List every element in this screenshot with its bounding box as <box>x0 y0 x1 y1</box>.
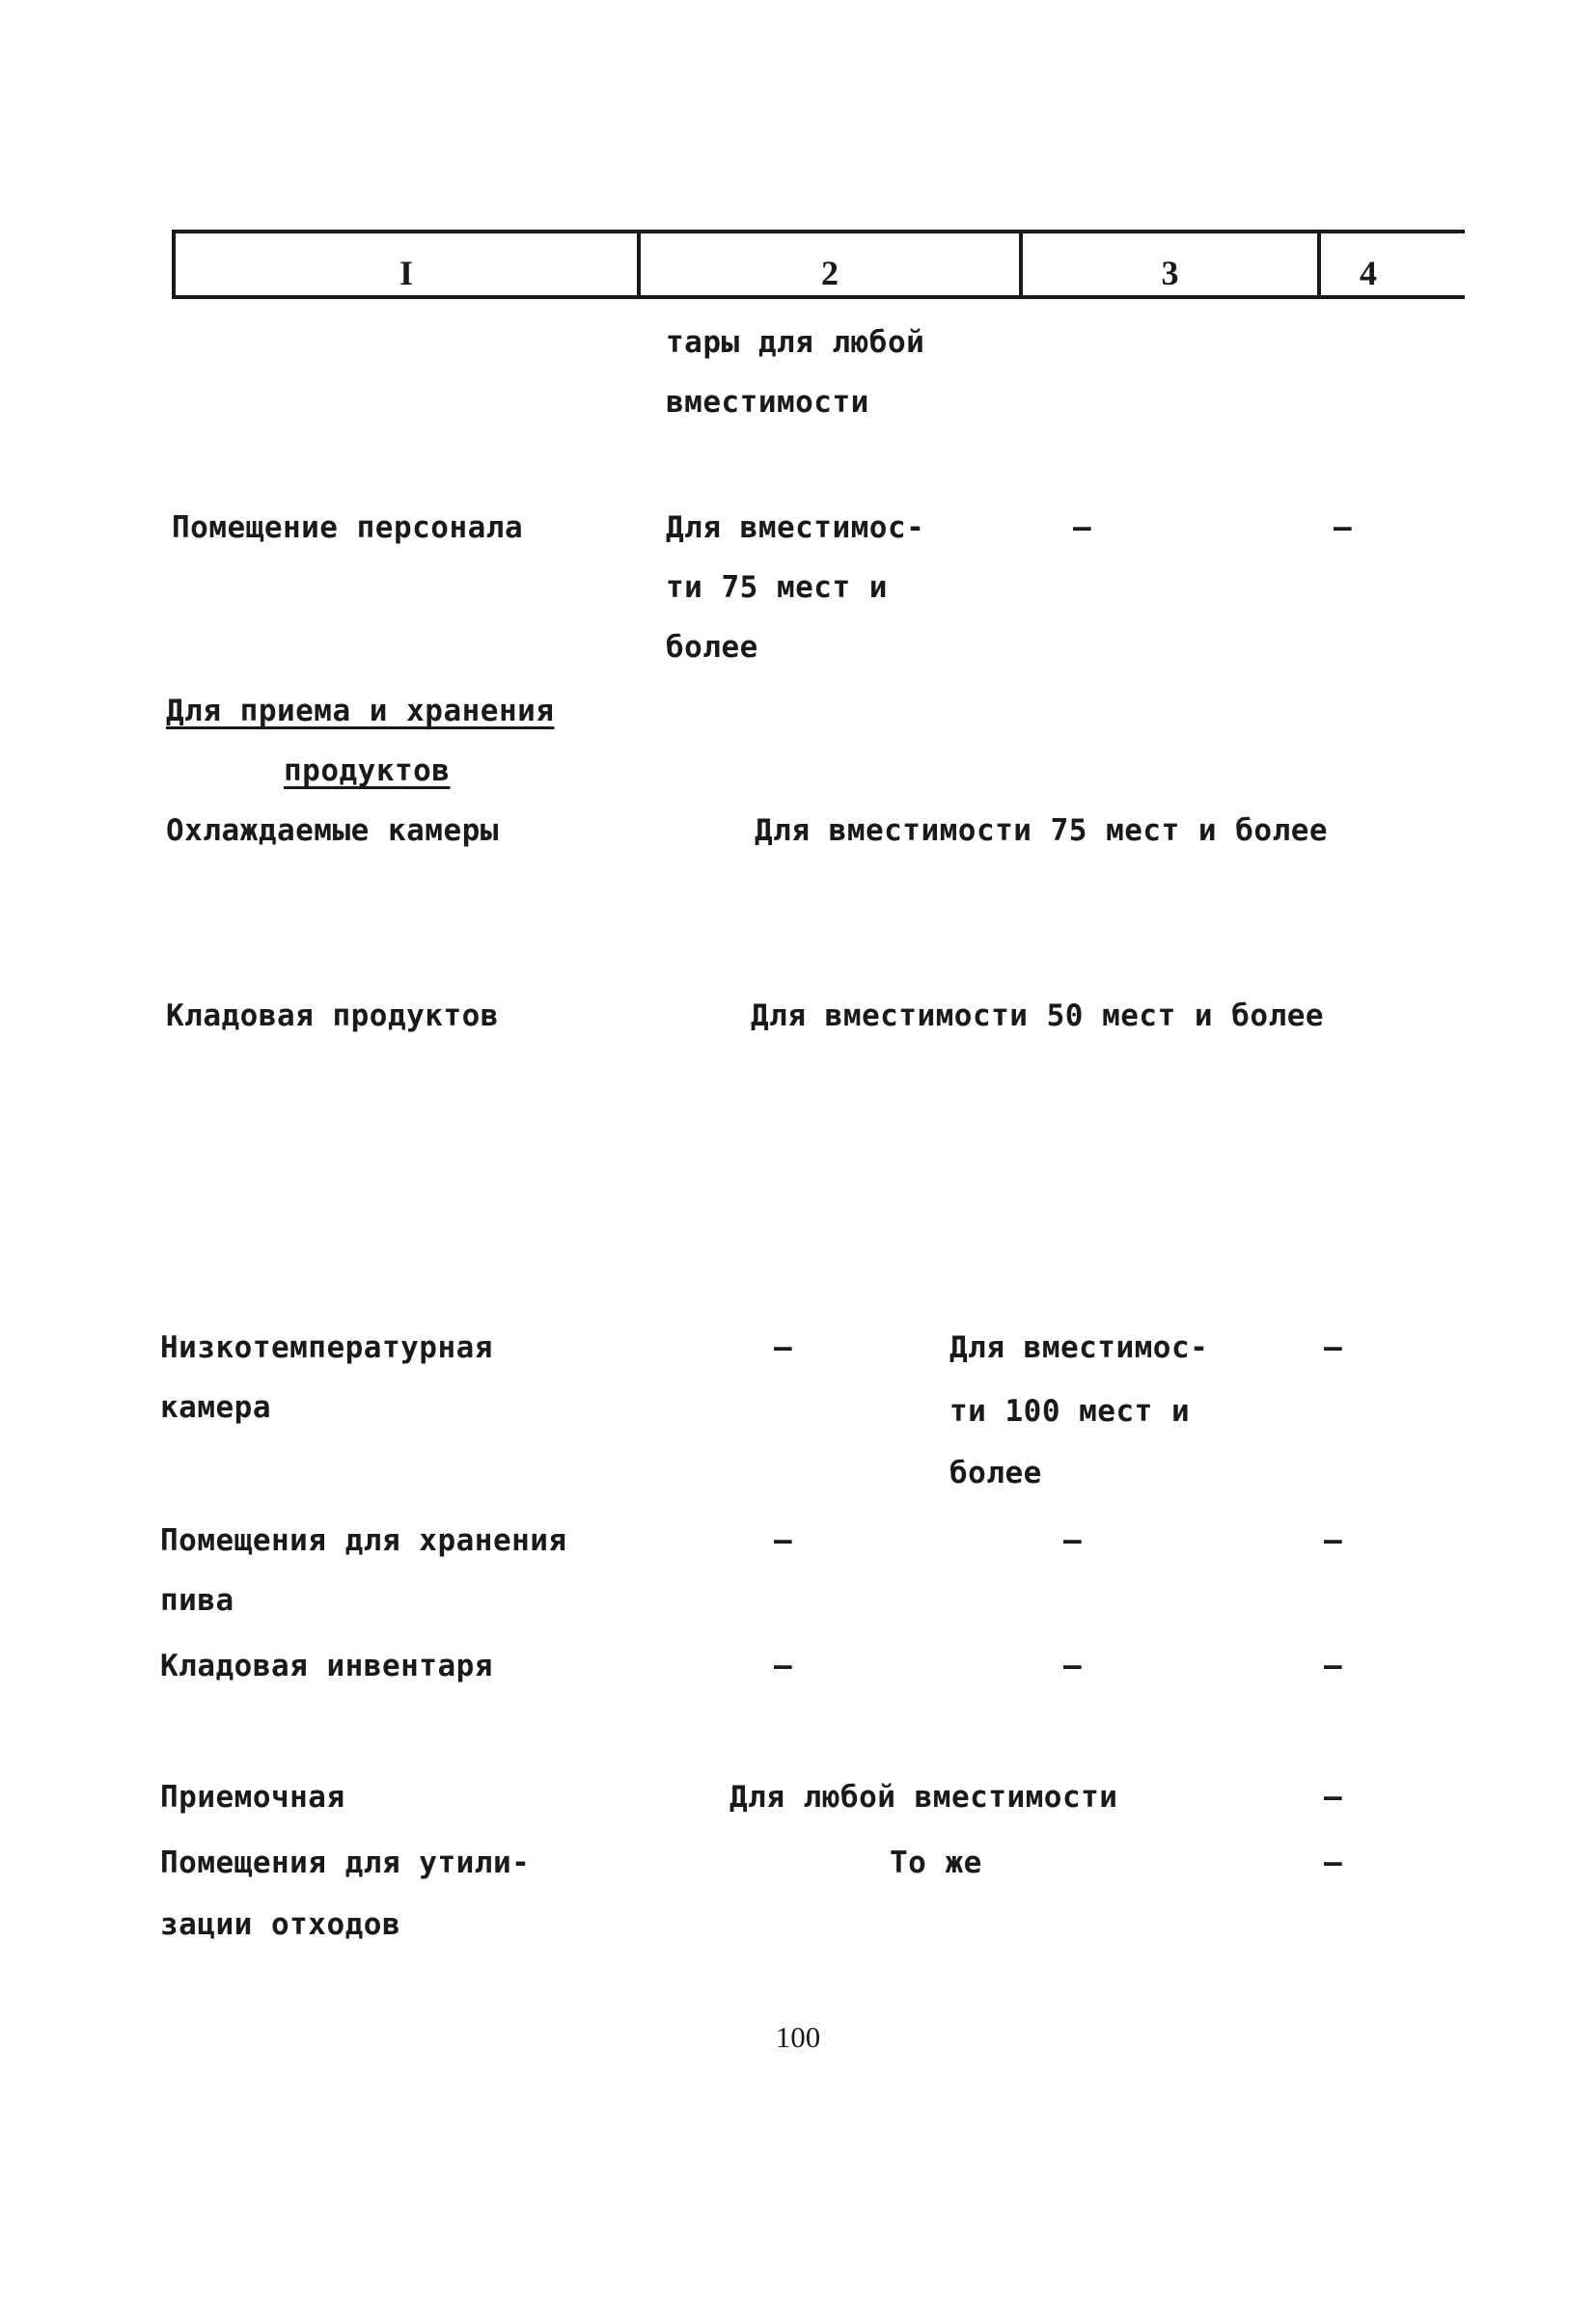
low-temp-col3-line2: ти 100 мест и <box>949 1394 1191 1429</box>
receiving-span: Для любой вместимости <box>729 1780 1118 1815</box>
cont-col2-line1: тары для любой <box>666 325 925 360</box>
inventory-col4: – <box>1324 1649 1342 1683</box>
staff-room-col4: – <box>1334 510 1352 545</box>
cooled-chambers-span: Для вместимости 75 мест и более <box>755 813 1329 848</box>
header-col-3: 3 <box>1023 233 1321 295</box>
row-name-beer-line2: пива <box>160 1583 234 1618</box>
staff-room-col2-line1: Для вместимос- <box>666 510 925 545</box>
cont-col2-line2: вместимости <box>666 385 869 420</box>
section-heading-line1: Для приема и хранения <box>166 694 555 728</box>
receiving-col4: – <box>1324 1780 1342 1815</box>
waste-col4: – <box>1324 1846 1342 1880</box>
header-col-4: 4 <box>1360 254 1377 292</box>
low-temp-col3-line3: более <box>949 1456 1042 1490</box>
inventory-col2: – <box>774 1649 792 1683</box>
beer-col4: – <box>1324 1523 1342 1558</box>
row-name-waste-line2: зации отходов <box>160 1907 401 1942</box>
row-name-low-temp-line1: Низкотемпературная <box>160 1330 493 1365</box>
low-temp-col3-line1: Для вместимос- <box>949 1330 1209 1365</box>
staff-room-col2-line2: ти 75 мест и <box>666 570 888 605</box>
row-name-beer-line1: Помещения для хранения <box>160 1523 567 1558</box>
table-header-row <box>172 230 1465 299</box>
header-col-1: I <box>176 233 641 295</box>
row-name-staff-room: Помещение персонала <box>172 510 524 545</box>
row-name-food-storeroom: Кладовая продуктов <box>166 998 499 1033</box>
row-name-receiving: Приемочная <box>160 1780 345 1815</box>
low-temp-col4: – <box>1324 1330 1342 1365</box>
beer-col2: – <box>774 1523 792 1558</box>
staff-room-col3: – <box>1073 510 1091 545</box>
page-number: 100 <box>775 2020 821 2054</box>
row-name-inventory: Кладовая инвентаря <box>160 1649 493 1683</box>
food-storeroom-span: Для вместимости 50 мест и более <box>751 998 1325 1033</box>
inventory-col3: – <box>1063 1649 1082 1683</box>
staff-room-col2-line3: более <box>666 630 758 665</box>
row-name-waste-line1: Помещения для утили- <box>160 1846 531 1880</box>
section-heading-line2: продуктов <box>284 753 451 788</box>
waste-span: То же <box>890 1846 982 1880</box>
low-temp-col2: – <box>774 1330 792 1365</box>
beer-col3: – <box>1063 1523 1082 1558</box>
header-col-2: 2 <box>641 233 1023 295</box>
row-name-cooled-chambers: Охлаждаемые камеры <box>166 813 499 848</box>
row-name-low-temp-line2: камера <box>160 1390 271 1425</box>
